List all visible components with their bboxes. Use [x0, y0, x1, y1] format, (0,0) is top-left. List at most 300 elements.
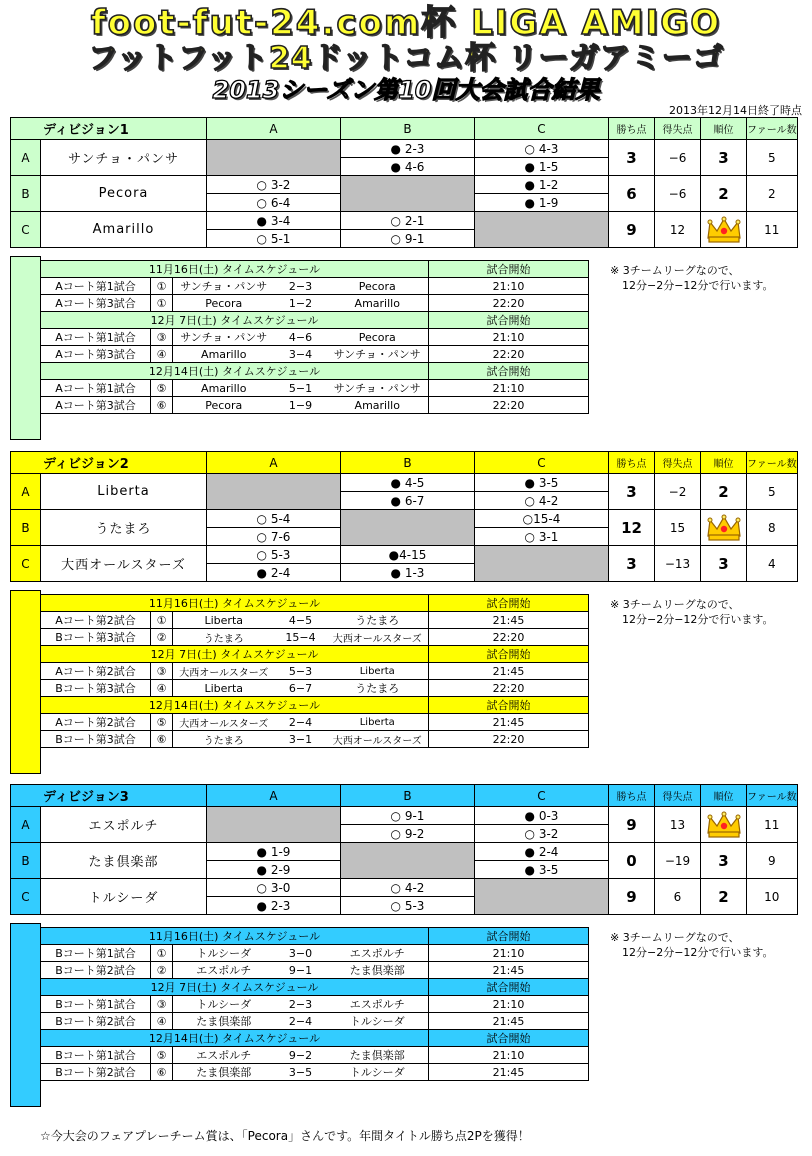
league-note [610, 597, 774, 627]
game-number: ⑤ [151, 380, 173, 397]
goal-diff-value: 15 [655, 510, 701, 546]
header-line1: foot-fut-24.com杯 LIGA AMIGO [90, 3, 722, 43]
court-label: Bコート第2試合 [41, 1013, 151, 1030]
team-row [11, 879, 798, 897]
game-number: ① [151, 278, 173, 295]
match-result: ○ 7-6 [207, 528, 341, 546]
league-note [610, 263, 774, 293]
court-label: Bコート第2試合 [41, 1064, 151, 1081]
schedule-date: 12月 7日(土) タイムスケジュール [41, 979, 429, 996]
schedule-date: 12月 7日(土) タイムスケジュール [41, 312, 429, 329]
game-score: 3−1 [275, 731, 327, 748]
game-score: 4−5 [275, 612, 327, 629]
fouls-value: 9 [747, 843, 798, 879]
match-result: ●4-15 [341, 546, 475, 564]
match-result: ● 3-5 [475, 474, 609, 492]
court-label: Bコート第3試合 [41, 680, 151, 697]
home-team: 大西オールスターズ [173, 663, 275, 680]
rank-value: 2 [701, 474, 747, 510]
schedule-date: 12月14日(土) タイムスケジュール [41, 697, 429, 714]
crown-icon [705, 216, 743, 244]
away-team: Liberta [327, 663, 429, 680]
away-team: Pecora [327, 278, 429, 295]
court-label: Bコート第3試合 [41, 629, 151, 646]
home-team: Pecora [173, 397, 275, 414]
standings-table [10, 117, 798, 248]
team-letter: B [11, 510, 41, 546]
fair-play-footer: ☆今大会のフェアプレーチーム賞は、「Pecora」さんです。年間タイトル勝ち点2Pを獲得！ [40, 1129, 530, 1143]
game-number: ③ [151, 996, 173, 1013]
column-header-wins: 勝ち点 [609, 785, 655, 807]
self-match-cell [341, 843, 475, 879]
match-result: ● 4-6 [341, 158, 475, 176]
fouls-value: 11 [747, 212, 798, 248]
game-number: ① [151, 295, 173, 312]
game-number: ① [151, 945, 173, 962]
schedule-game-row [41, 996, 589, 1013]
match-result: ○ 3-2 [207, 176, 341, 194]
game-score: 6−7 [275, 680, 327, 697]
points-value: 9 [609, 807, 655, 843]
team-letter: A [11, 807, 41, 843]
start-time-header: 試合開始 [429, 928, 589, 945]
court-label: Aコート第3試合 [41, 346, 151, 363]
court-label: Bコート第1試合 [41, 1047, 151, 1064]
game-number: ④ [151, 346, 173, 363]
court-label: Aコート第3試合 [41, 397, 151, 414]
rank-value [701, 807, 747, 843]
column-header-c: C [475, 452, 609, 474]
home-team: うたまろ [173, 731, 275, 748]
home-team: Liberta [173, 680, 275, 697]
away-team: トルシーダ [327, 1013, 429, 1030]
game-number: ⑥ [151, 397, 173, 414]
schedule-date: 11月16日(土) タイムスケジュール [41, 595, 429, 612]
goal-diff-value: −6 [655, 140, 701, 176]
match-result: ○ 5-4 [207, 510, 341, 528]
match-result: ○ 9-1 [341, 807, 475, 825]
standings-header-row [11, 118, 798, 140]
team-row [11, 510, 798, 528]
game-time: 21:10 [429, 278, 589, 295]
home-team: 大西オールスターズ [173, 714, 275, 731]
game-number: ① [151, 612, 173, 629]
points-value: 3 [609, 474, 655, 510]
standings-table [10, 784, 798, 915]
schedule-date-row [41, 1030, 589, 1047]
schedule-game-row [41, 680, 589, 697]
team-name: エスポルチ [41, 807, 207, 843]
team-letter: B [11, 843, 41, 879]
match-result: ● 4-5 [341, 474, 475, 492]
standings-table [10, 451, 798, 582]
schedule-game-row [41, 663, 589, 680]
game-number: ④ [151, 680, 173, 697]
game-time: 22:20 [429, 397, 589, 414]
schedule-game-row [41, 278, 589, 295]
home-team: うたまろ [173, 629, 275, 646]
division-color-strip [10, 256, 41, 440]
court-label: Aコート第1試合 [41, 380, 151, 397]
away-team: Amarillo [327, 397, 429, 414]
game-time: 21:10 [429, 380, 589, 397]
schedule-game-row [41, 380, 589, 397]
away-team: エスポルチ [327, 996, 429, 1013]
game-time: 22:20 [429, 346, 589, 363]
team-row [11, 546, 798, 564]
start-time-header: 試合開始 [429, 697, 589, 714]
away-team: トルシーダ [327, 1064, 429, 1081]
fouls-value: 5 [747, 140, 798, 176]
game-time: 21:10 [429, 996, 589, 1013]
start-time-header: 試合開始 [429, 595, 589, 612]
league-note-line1: ※ 3チームリーグなので、 [610, 931, 740, 944]
column-header-goal_diff: 得失点 [655, 118, 701, 140]
rank-value: 2 [701, 176, 747, 212]
column-header-wins: 勝ち点 [609, 118, 655, 140]
game-time: 21:10 [429, 945, 589, 962]
start-time-header: 試合開始 [429, 979, 589, 996]
game-time: 22:20 [429, 295, 589, 312]
match-result: ● 2-3 [341, 140, 475, 158]
game-number: ③ [151, 329, 173, 346]
match-result: ● 1-2 [475, 176, 609, 194]
column-header-rank: 順位 [701, 118, 747, 140]
start-time-header: 試合開始 [429, 261, 589, 278]
home-team: Pecora [173, 295, 275, 312]
schedule-game-row [41, 962, 589, 979]
fouls-value: 5 [747, 474, 798, 510]
match-result: ● 2-4 [207, 564, 341, 582]
team-name: うたまろ [41, 510, 207, 546]
column-header-b: B [341, 118, 475, 140]
match-result: ○ 9-2 [341, 825, 475, 843]
away-team: うたまろ [327, 612, 429, 629]
game-score: 3−0 [275, 945, 327, 962]
away-team: Liberta [327, 714, 429, 731]
match-result: ○ 4-2 [341, 879, 475, 897]
away-team: Amarillo [327, 295, 429, 312]
game-number: ⑤ [151, 714, 173, 731]
match-result: ○15-4 [475, 510, 609, 528]
start-time-header: 試合開始 [429, 646, 589, 663]
court-label: Aコート第1試合 [41, 278, 151, 295]
game-score: 2−4 [275, 1013, 327, 1030]
team-name: Amarillo [41, 212, 207, 248]
schedule-game-row [41, 714, 589, 731]
team-letter: B [11, 176, 41, 212]
crown-icon [705, 811, 743, 839]
schedule-date-row [41, 595, 589, 612]
match-result: ● 3-4 [207, 212, 341, 230]
team-letter: C [11, 546, 41, 582]
schedule-date: 12月14日(土) タイムスケジュール [41, 1030, 429, 1047]
points-value: 6 [609, 176, 655, 212]
match-result: ● 2-9 [207, 861, 341, 879]
start-time-header: 試合開始 [429, 1030, 589, 1047]
goal-diff-value: −6 [655, 176, 701, 212]
schedule-game-row [41, 731, 589, 748]
match-result: ○ 5-3 [207, 546, 341, 564]
team-row [11, 474, 798, 492]
court-label: Aコート第2試合 [41, 612, 151, 629]
away-team: Pecora [327, 329, 429, 346]
away-team: 大西オールスターズ [327, 731, 429, 748]
league-note-line1: ※ 3チームリーグなので、 [610, 264, 740, 277]
standings-header-row [11, 452, 798, 474]
column-header-fouls: ファール数 [747, 118, 798, 140]
team-row [11, 140, 798, 158]
home-team: エスポルチ [173, 1047, 275, 1064]
fouls-value: 10 [747, 879, 798, 915]
self-match-cell [207, 140, 341, 176]
match-result: ○ 3-1 [475, 528, 609, 546]
team-name: トルシーダ [41, 879, 207, 915]
away-team: エスポルチ [327, 945, 429, 962]
match-result: ○ 9-1 [341, 230, 475, 248]
division-title: ディビジョン2 [11, 452, 207, 474]
game-time: 22:20 [429, 680, 589, 697]
points-value: 0 [609, 843, 655, 879]
game-number: ⑤ [151, 1047, 173, 1064]
self-match-cell [341, 176, 475, 212]
column-header-fouls: ファール数 [747, 785, 798, 807]
match-result: ● 2-3 [207, 897, 341, 915]
game-time: 21:45 [429, 612, 589, 629]
goal-diff-value: −13 [655, 546, 701, 582]
team-letter: A [11, 474, 41, 510]
schedule-date-row [41, 261, 589, 278]
court-label: Aコート第1試合 [41, 329, 151, 346]
match-result: ● 1-5 [475, 158, 609, 176]
home-team: サンチョ・パンサ [173, 329, 275, 346]
page-title: 2013シーズン第10回大会試合結果 [212, 76, 600, 104]
schedule-game-row [41, 1047, 589, 1064]
home-team: サンチョ・パンサ [173, 278, 275, 295]
game-number: ④ [151, 1013, 173, 1030]
match-result: ● 1-9 [475, 194, 609, 212]
column-header-a: A [207, 785, 341, 807]
fouls-value: 2 [747, 176, 798, 212]
game-score: 1−9 [275, 397, 327, 414]
schedule-date: 12月14日(土) タイムスケジュール [41, 363, 429, 380]
schedule-date-row [41, 312, 589, 329]
league-note-line1: ※ 3チームリーグなので、 [610, 598, 740, 611]
game-time: 21:10 [429, 1047, 589, 1064]
rank-value: 3 [701, 140, 747, 176]
schedule-date-row [41, 363, 589, 380]
game-score: 5−3 [275, 663, 327, 680]
schedule-game-row [41, 945, 589, 962]
court-label: Aコート第2試合 [41, 714, 151, 731]
self-match-cell [207, 474, 341, 510]
schedule-date-row [41, 928, 589, 945]
schedule-table [40, 260, 589, 414]
away-team: サンチョ・パンサ [327, 380, 429, 397]
team-letter: A [11, 140, 41, 176]
league-note-line2: 12分−2分−12分で行います。 [622, 279, 774, 292]
game-score: 2−3 [275, 278, 327, 295]
goal-diff-value: 13 [655, 807, 701, 843]
league-note [610, 930, 774, 960]
match-result: ○ 2-1 [341, 212, 475, 230]
division-color-strip [10, 923, 41, 1107]
goal-diff-value: 12 [655, 212, 701, 248]
rank-value [701, 510, 747, 546]
team-letter: C [11, 212, 41, 248]
game-score: 15−4 [275, 629, 327, 646]
game-time: 21:45 [429, 1013, 589, 1030]
division-title: ディビジョン3 [11, 785, 207, 807]
home-team: Liberta [173, 612, 275, 629]
court-label: Bコート第1試合 [41, 945, 151, 962]
schedule-table [40, 927, 589, 1081]
column-header-b: B [341, 785, 475, 807]
match-result: ● 1-9 [207, 843, 341, 861]
rank-value: 3 [701, 843, 747, 879]
crown-icon [705, 514, 743, 542]
rank-value: 3 [701, 546, 747, 582]
schedule-game-row [41, 295, 589, 312]
home-team: Amarillo [173, 380, 275, 397]
column-header-b: B [341, 452, 475, 474]
game-time: 22:20 [429, 629, 589, 646]
team-row [11, 807, 798, 825]
court-label: Bコート第3試合 [41, 731, 151, 748]
team-name: Liberta [41, 474, 207, 510]
home-team: トルシーダ [173, 945, 275, 962]
team-name: 大西オールスターズ [41, 546, 207, 582]
game-time: 21:45 [429, 1064, 589, 1081]
game-score: 2−3 [275, 996, 327, 1013]
team-row [11, 843, 798, 861]
goal-diff-value: 6 [655, 879, 701, 915]
court-label: Bコート第2試合 [41, 962, 151, 979]
match-result: ○ 3-2 [475, 825, 609, 843]
team-name: たま倶楽部 [41, 843, 207, 879]
header-line2: フットフット24ドットコム杯 リーガアミーゴ [87, 41, 725, 76]
match-result: ○ 3-0 [207, 879, 341, 897]
match-result: ○ 4-3 [475, 140, 609, 158]
fouls-value: 8 [747, 510, 798, 546]
team-name: サンチョ・パンサ [41, 140, 207, 176]
schedule-game-row [41, 346, 589, 363]
schedule-date-row [41, 697, 589, 714]
schedule-date-row [41, 646, 589, 663]
goal-diff-value: −2 [655, 474, 701, 510]
column-header-a: A [207, 118, 341, 140]
team-name: Pecora [41, 176, 207, 212]
game-score: 4−6 [275, 329, 327, 346]
self-match-cell [341, 510, 475, 546]
away-team: 大西オールスターズ [327, 629, 429, 646]
game-number: ② [151, 629, 173, 646]
as-of-date: 2013年12月14日終了時点 [669, 104, 802, 117]
league-note-line2: 12分−2分−12分で行います。 [622, 946, 774, 959]
standings-header-row [11, 785, 798, 807]
game-score: 2−4 [275, 714, 327, 731]
game-number: ② [151, 962, 173, 979]
schedule-table [40, 594, 589, 748]
division-color-strip [10, 590, 41, 774]
points-value: 3 [609, 546, 655, 582]
schedule-game-row [41, 612, 589, 629]
game-score: 3−5 [275, 1064, 327, 1081]
column-header-a: A [207, 452, 341, 474]
court-label: Aコート第3試合 [41, 295, 151, 312]
match-result: ● 6-7 [341, 492, 475, 510]
division-title: ディビジョン1 [11, 118, 207, 140]
away-team: たま倶楽部 [327, 962, 429, 979]
column-header-goal_diff: 得失点 [655, 785, 701, 807]
match-result: ○ 5-3 [341, 897, 475, 915]
schedule-game-row [41, 1013, 589, 1030]
game-score: 5−1 [275, 380, 327, 397]
goal-diff-value: −19 [655, 843, 701, 879]
column-header-rank: 順位 [701, 785, 747, 807]
home-team: トルシーダ [173, 996, 275, 1013]
game-score: 9−1 [275, 962, 327, 979]
start-time-header: 試合開始 [429, 312, 589, 329]
match-result: ● 0-3 [475, 807, 609, 825]
self-match-cell [207, 807, 341, 843]
fouls-value: 11 [747, 807, 798, 843]
rank-value: 2 [701, 879, 747, 915]
away-team: たま倶楽部 [327, 1047, 429, 1064]
game-time: 21:10 [429, 329, 589, 346]
game-time: 21:45 [429, 962, 589, 979]
game-time: 21:45 [429, 663, 589, 680]
match-result: ● 1-3 [341, 564, 475, 582]
game-time: 21:45 [429, 714, 589, 731]
self-match-cell [475, 546, 609, 582]
self-match-cell [475, 212, 609, 248]
match-result: ○ 4-2 [475, 492, 609, 510]
schedule-game-row [41, 329, 589, 346]
court-label: Bコート第1試合 [41, 996, 151, 1013]
points-value: 9 [609, 879, 655, 915]
home-team: Amarillo [173, 346, 275, 363]
home-team: たま倶楽部 [173, 1013, 275, 1030]
team-letter: C [11, 879, 41, 915]
points-value: 12 [609, 510, 655, 546]
game-score: 9−2 [275, 1047, 327, 1064]
self-match-cell [475, 879, 609, 915]
column-header-c: C [475, 118, 609, 140]
start-time-header: 試合開始 [429, 363, 589, 380]
away-team: うたまろ [327, 680, 429, 697]
points-value: 3 [609, 140, 655, 176]
schedule-date: 11月16日(土) タイムスケジュール [41, 928, 429, 945]
schedule-game-row [41, 397, 589, 414]
column-header-wins: 勝ち点 [609, 452, 655, 474]
schedule-date: 12月 7日(土) タイムスケジュール [41, 646, 429, 663]
team-row [11, 212, 798, 230]
game-score: 3−4 [275, 346, 327, 363]
home-team: エスポルチ [173, 962, 275, 979]
rank-value [701, 212, 747, 248]
team-row [11, 176, 798, 194]
schedule-date-row [41, 979, 589, 996]
game-score: 1−2 [275, 295, 327, 312]
game-number: ③ [151, 663, 173, 680]
game-number: ⑥ [151, 731, 173, 748]
match-result: ● 2-4 [475, 843, 609, 861]
points-value: 9 [609, 212, 655, 248]
fouls-value: 4 [747, 546, 798, 582]
game-number: ⑥ [151, 1064, 173, 1081]
schedule-game-row [41, 1064, 589, 1081]
